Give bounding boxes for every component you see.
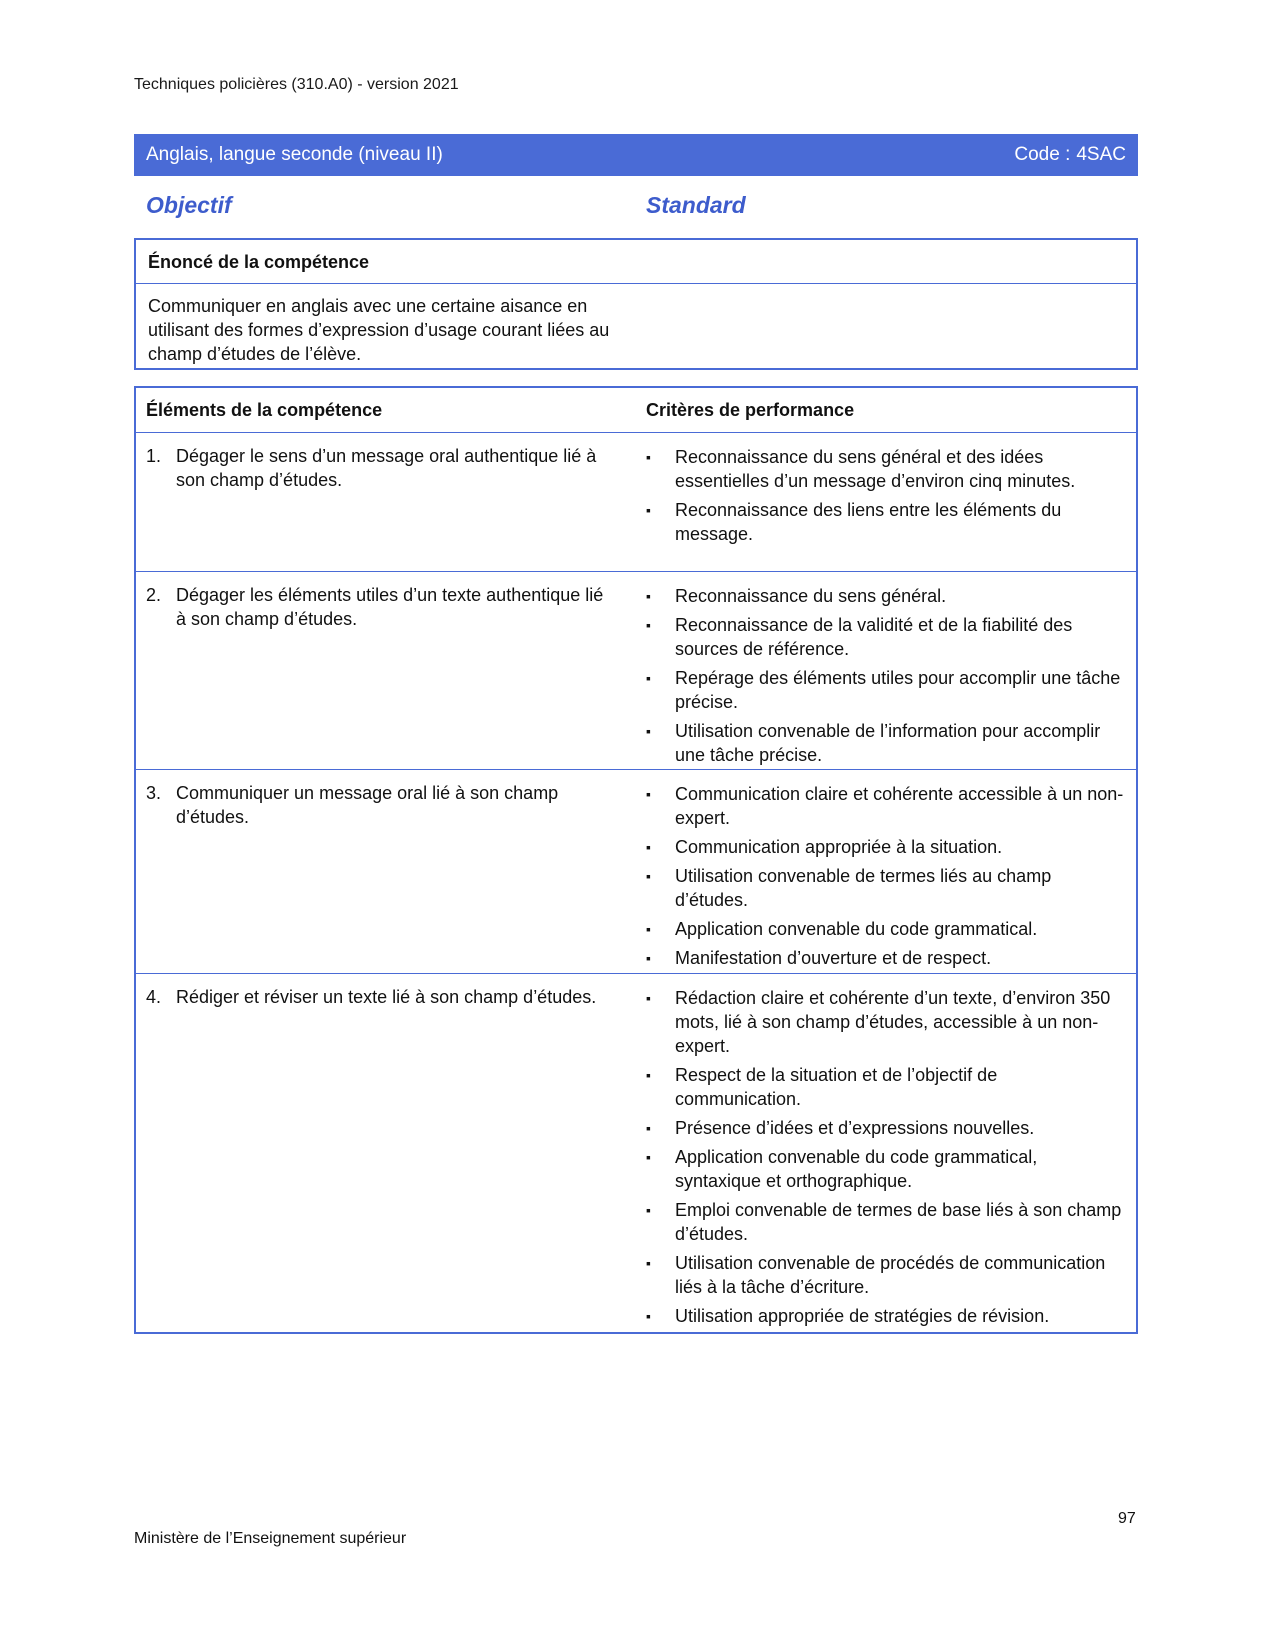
criterion-text: Application convenable du code grammatical, syntaxique et orthographique. — [675, 1147, 1038, 1191]
criterion-text: Communication appropriée à la situation. — [675, 837, 1003, 857]
running-header: Techniques policières (310.A0) - version 2021 — [134, 76, 459, 93]
bullet-icon: ▪ — [646, 1255, 651, 1271]
running-footer: Ministère de l’Enseignement supérieur — [134, 1530, 407, 1547]
element-text: Rédiger et réviser un texte lié à son champ d’études. — [176, 987, 597, 1007]
bullet-icon: ▪ — [646, 1202, 651, 1218]
criterion-item — [646, 835, 1124, 859]
enonce-box — [134, 238, 1138, 370]
criterion-item — [646, 613, 1124, 661]
criterion-item — [646, 719, 1124, 767]
bullet-icon: ▪ — [646, 723, 651, 739]
criterion-text: Reconnaissance des liens entre les éléments du message. — [675, 500, 1062, 544]
element-text: Communiquer un message oral lié à son champ d’études. — [176, 783, 559, 827]
criterion-text: Emploi convenable de termes de base liés à son champ d’études. — [675, 1200, 1122, 1244]
criterion-text: Reconnaissance du sens général et des idées essentielles d’un message d’environ cinq minutes. — [675, 447, 1076, 491]
element-number: 4. — [146, 987, 162, 1007]
criterion-text: Respect de la situation et de l’objectif de communication. — [675, 1065, 998, 1109]
criterion-text: Communication claire et cohérente accessible à un non-expert. — [675, 784, 1124, 828]
bullet-icon: ▪ — [646, 1067, 651, 1083]
criterion-item — [646, 782, 1124, 830]
criterion-item — [646, 946, 1124, 970]
criterion-text: Repérage des éléments utiles pour accomplir une tâche précise. — [675, 668, 1121, 712]
criterion-item — [646, 445, 1124, 493]
criterion-item — [646, 1251, 1124, 1299]
criterion-text: Utilisation convenable de l’information pour accomplir une tâche précise. — [675, 721, 1101, 765]
course-title-bar — [134, 134, 1138, 176]
element-text: Dégager le sens d’un message oral authentique lié à son champ d’études. — [176, 446, 597, 490]
bullet-icon: ▪ — [646, 839, 651, 855]
bullet-icon: ▪ — [646, 990, 651, 1006]
criterion-text: Utilisation convenable de procédés de communication liés à la tâche d’écriture. — [675, 1253, 1106, 1297]
course-code — [1014, 144, 1126, 166]
criterion-text: Présence d’idées et d’expressions nouvelles. — [675, 1118, 1035, 1138]
criterion-item — [646, 1063, 1124, 1111]
element-text: Dégager les éléments utiles d’un texte authentique lié à son champ d’études. — [176, 585, 604, 629]
criterion-text: Utilisation appropriée de stratégies de révision. — [675, 1306, 1050, 1326]
table-row — [136, 572, 1136, 770]
element-item — [146, 583, 616, 631]
standard-heading: Standard — [646, 192, 746, 218]
criterion-text: Reconnaissance de la validité et de la fiabilité des sources de référence. — [675, 615, 1073, 659]
bullet-icon: ▪ — [646, 1308, 651, 1324]
objectif-heading: Objectif — [146, 192, 232, 218]
criterion-item — [646, 584, 1124, 608]
element-number: 2. — [146, 585, 162, 605]
criteria-header-label: Critères de performance — [646, 400, 855, 420]
element-number: 3. — [146, 783, 162, 803]
elements-header-label: Éléments de la compétence — [146, 400, 383, 420]
bullet-icon: ▪ — [646, 950, 651, 966]
enonce-text: Communiquer en anglais avec une certaine aisance en utilisant des formes d’expression d’usage courant liées au champ d’études de l’élève. — [148, 296, 610, 364]
criterion-item — [646, 986, 1124, 1058]
element-item — [146, 781, 616, 829]
criterion-item — [646, 1145, 1124, 1193]
enonce-title: Énoncé de la compétence — [136, 240, 1136, 284]
criterion-item — [646, 498, 1124, 546]
criterion-item — [646, 917, 1124, 941]
bullet-icon: ▪ — [646, 588, 651, 604]
criterion-text: Utilisation convenable de termes liés au champ d’études. — [675, 866, 1052, 910]
page-number: 97 — [1118, 1510, 1136, 1527]
criterion-item — [646, 1116, 1124, 1140]
criterion-text: Reconnaissance du sens général. — [675, 586, 947, 606]
bullet-icon: ▪ — [646, 1149, 651, 1165]
criterion-item — [646, 666, 1124, 714]
criteria-list — [646, 782, 1124, 975]
course-code-value: 4SAC — [1076, 144, 1126, 165]
criterion-item — [646, 864, 1124, 912]
element-item — [146, 985, 616, 1009]
criterion-text: Application convenable du code grammatical. — [675, 919, 1038, 939]
bullet-icon: ▪ — [646, 670, 651, 686]
criterion-text: Rédaction claire et cohérente d’un texte, d’environ 350 mots, lié à son champ d’études, accessible à un non-expert. — [675, 988, 1111, 1056]
bullet-icon: ▪ — [646, 449, 651, 465]
bullet-icon: ▪ — [646, 617, 651, 633]
criterion-item — [646, 1198, 1124, 1246]
element-item — [146, 444, 616, 492]
elements-table — [134, 386, 1138, 1334]
criterion-text: Manifestation d’ouverture et de respect. — [675, 948, 992, 968]
course-code-label: Code : — [1014, 144, 1071, 165]
criteria-list — [646, 584, 1124, 772]
criteria-list — [646, 445, 1124, 551]
bullet-icon: ▪ — [646, 786, 651, 802]
course-title: Anglais, langue seconde (niveau II) — [146, 144, 443, 165]
bullet-icon: ▪ — [646, 868, 651, 884]
table-row — [136, 433, 1136, 572]
bullet-icon: ▪ — [646, 502, 651, 518]
criteria-list — [646, 986, 1124, 1333]
elements-table-header — [136, 388, 1136, 433]
bullet-icon: ▪ — [646, 1120, 651, 1136]
bullet-icon: ▪ — [646, 921, 651, 937]
table-row — [136, 770, 1136, 974]
element-number: 1. — [146, 446, 162, 466]
table-row — [136, 974, 1136, 1332]
criterion-item — [646, 1304, 1124, 1328]
